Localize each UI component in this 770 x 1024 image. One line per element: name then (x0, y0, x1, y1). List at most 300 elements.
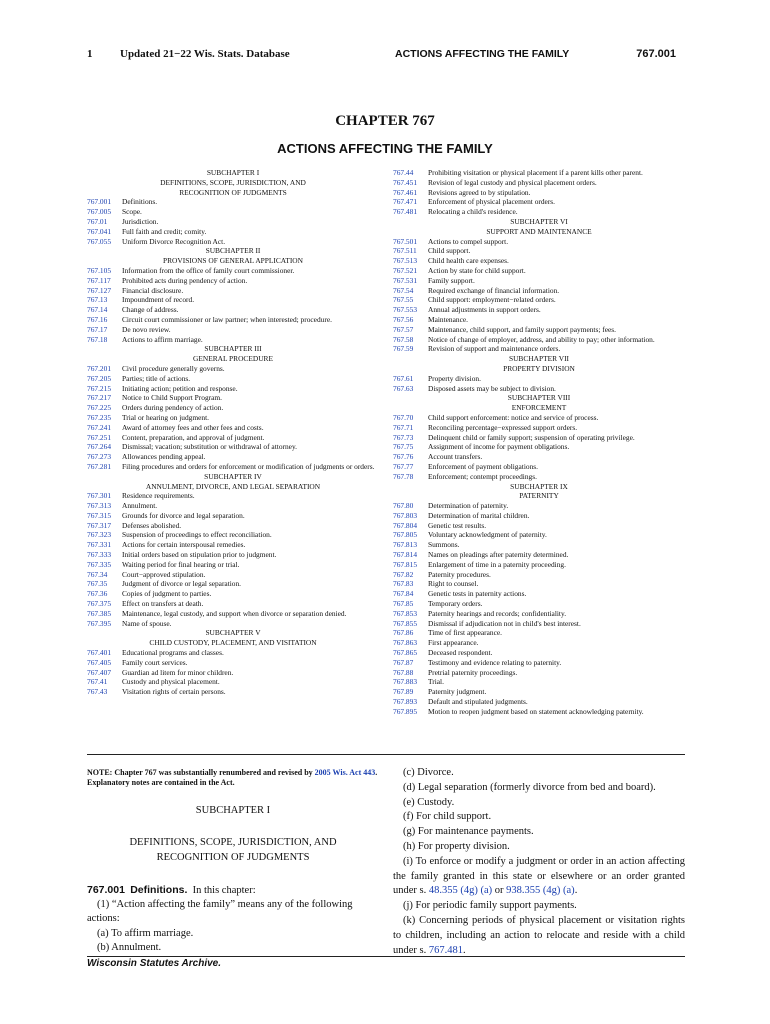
toc-section-title: Action by state for child support. (428, 265, 526, 275)
toc-section-link[interactable]: 767.055 (87, 236, 112, 246)
toc-section-title: Testimony and evidence relating to paternity. (428, 657, 562, 667)
toc-section-link[interactable]: 767.385 (87, 608, 112, 618)
toc-entry[interactable] (87, 521, 379, 531)
toc-section-title: Assignment of income for payment obligations. (428, 442, 570, 452)
toc-section-link[interactable]: 767.41 (87, 677, 108, 687)
toc-section-link[interactable]: 767.13 (87, 295, 108, 305)
toc-section-link[interactable]: 767.86 (393, 628, 414, 638)
toc-section-link[interactable]: 767.205 (87, 373, 112, 383)
toc-section-link[interactable]: 767.36 (87, 589, 108, 599)
toc-subchapter-heading: CHILD CUSTODY, PLACEMENT, AND VISITATION (149, 638, 317, 648)
toc-section-title: Prohibiting visitation or physical placement if a parent kills other parent. (428, 168, 643, 177)
toc-section-link[interactable]: 767.88 (393, 667, 414, 677)
toc-section-link[interactable]: 767.451 (393, 177, 418, 187)
toc-section-link[interactable]: 767.301 (87, 491, 112, 501)
toc-section-title: Definitions. (122, 197, 158, 207)
toc-entry[interactable] (87, 315, 379, 325)
statute-link[interactable]: 767.481 (428, 944, 463, 956)
toc-section-title: Motion to reopen judgment based on statement acknowledging paternity. (428, 706, 644, 716)
toc-section-link[interactable]: 767.71 (393, 422, 414, 432)
toc-section-title: Filing procedures and orders for enforcement or modification of judgments or orders. (122, 461, 375, 471)
toc-entry[interactable] (87, 266, 379, 276)
toc-section-link[interactable]: 767.803 (393, 510, 418, 520)
toc-entry[interactable] (87, 295, 379, 305)
toc-entry[interactable] (393, 530, 685, 540)
toc-entry[interactable] (393, 413, 685, 423)
paragraph: (a) To affirm marriage. (97, 927, 194, 939)
toc-entry[interactable] (87, 609, 379, 619)
toc-entry[interactable] (393, 442, 685, 452)
divider (87, 754, 685, 755)
toc-section-link[interactable]: 767.281 (87, 461, 112, 471)
toc-subchapter-heading: SUPPORT AND MAINTENANCE (486, 226, 592, 236)
toc-section-link[interactable]: 767.63 (393, 383, 414, 393)
toc-section-title: Change of address. (122, 305, 179, 315)
toc-section-link[interactable]: 767.61 (393, 373, 414, 383)
toc-entry[interactable] (393, 197, 685, 207)
toc-section-link[interactable]: 767.471 (393, 197, 418, 207)
toc-section-title: Information from the office of family court commissioner. (122, 265, 295, 275)
toc-section-title: Paternity procedures. (428, 569, 491, 579)
toc-entry[interactable] (87, 658, 379, 668)
toc-section-link[interactable]: 767.16 (87, 314, 108, 324)
toc-entry[interactable] (393, 344, 685, 354)
toc-entry[interactable] (393, 237, 685, 247)
toc-right-column (393, 168, 685, 717)
toc-entry[interactable] (393, 658, 685, 668)
toc-entry[interactable] (87, 305, 379, 315)
toc-subchapter-heading: SUBCHAPTER VI (510, 216, 568, 226)
toc-entry[interactable] (87, 217, 379, 227)
toc-entry[interactable] (87, 619, 379, 629)
toc-section-link[interactable]: 767.77 (393, 461, 414, 471)
toc-entry[interactable] (393, 315, 685, 325)
toc-section-link[interactable]: 767.82 (393, 569, 414, 579)
toc-subchapter-heading: DEFINITIONS, SCOPE, JURISDICTION, AND (160, 177, 306, 187)
toc-entry[interactable] (87, 384, 379, 394)
toc-section-title: Notice to Child Support Program. (122, 393, 222, 403)
paragraph-text: or (492, 885, 507, 897)
paragraph-text: . (574, 885, 578, 897)
toc-section-link[interactable]: 767.85 (393, 599, 414, 609)
section-number: 767.001 (87, 883, 125, 896)
toc-subchapter-heading: PROPERTY DIVISION (503, 363, 575, 373)
toc-section-title: Dismissal if adjudication not in child's best interest. (428, 618, 581, 628)
toc-section-title: Orders during pendency of action. (122, 403, 224, 413)
toc-section-title: Trial. (428, 677, 444, 687)
paragraph-text: (k) Concerning periods of physical placement or visitation rights to children, including an action to relocate and reside with a child under s. (393, 914, 685, 956)
toc-entry[interactable] (87, 276, 379, 286)
toc-subchapter-heading: PATERNITY (519, 491, 559, 501)
note-text: . Explanatory notes are contained in the Act. (87, 768, 378, 787)
toc-section-title: Default and stipulated judgments. (428, 697, 528, 707)
toc-entry[interactable] (87, 570, 379, 580)
toc-section-link[interactable]: 767.375 (87, 599, 112, 609)
paragraph: (j) For periodic family support payments. (403, 900, 577, 912)
toc-section-link[interactable]: 767.105 (87, 265, 112, 275)
toc-entry[interactable] (87, 393, 379, 403)
toc-section-link[interactable]: 767.461 (393, 187, 418, 197)
toc-section-link[interactable]: 767.55 (393, 295, 414, 305)
toc-entry[interactable] (87, 687, 379, 697)
act-link[interactable]: 2005 Wis. Act 443 (314, 768, 376, 777)
toc-section-title: Child support. (428, 246, 471, 256)
toc-section-link[interactable]: 767.041 (87, 226, 112, 236)
toc-entry[interactable] (87, 501, 379, 511)
toc-section-link[interactable]: 767.235 (87, 412, 112, 422)
toc-entry[interactable] (393, 521, 685, 531)
toc-entry[interactable] (87, 511, 379, 521)
toc-entry[interactable] (393, 599, 685, 609)
toc-section-link[interactable]: 767.317 (87, 520, 112, 530)
toc-entry[interactable] (393, 628, 685, 638)
toc-entry[interactable] (87, 442, 379, 452)
toc-entry[interactable] (87, 599, 379, 609)
toc-section-title: Civil procedure generally governs. (122, 363, 225, 373)
paragraph-text: (i) To enforce or modify a judgment or order in an action affecting the family granted in this state or elsewhere or an order granted under s. (393, 855, 685, 897)
toc-section-link[interactable]: 767.531 (393, 275, 418, 285)
toc-entry[interactable] (87, 540, 379, 550)
toc-section-link[interactable]: 767.815 (393, 559, 418, 569)
toc-entry[interactable] (393, 560, 685, 570)
section-title: Definitions. (130, 883, 188, 896)
toc-section-link[interactable]: 767.127 (87, 285, 112, 295)
toc-section-link[interactable]: 767.501 (393, 236, 418, 246)
toc-section-link[interactable]: 767.813 (393, 540, 418, 550)
paragraph: (c) Divorce. (403, 767, 454, 778)
toc-section-title: Suspension of proceedings to effect reconciliation. (122, 530, 272, 540)
toc-subchapter-heading: RECOGNITION OF JUDGMENTS (179, 187, 287, 197)
toc-section-link[interactable]: 767.70 (393, 412, 414, 422)
toc-section-title: Effect on transfers at death. (122, 599, 204, 609)
toc-subchapter-heading: SUBCHAPTER V (205, 628, 261, 638)
toc-entry[interactable] (393, 452, 685, 462)
toc-section-link[interactable]: 767.513 (393, 256, 418, 266)
toc-section-link[interactable]: 767.273 (87, 452, 112, 462)
toc-entry[interactable] (393, 697, 685, 707)
toc-entry[interactable] (393, 178, 685, 188)
toc-entry[interactable] (87, 668, 379, 678)
toc-section-title: Family support. (428, 275, 475, 285)
toc-section-link[interactable]: 767.44 (393, 168, 414, 177)
toc-entry[interactable] (393, 677, 685, 687)
toc-left-column (87, 168, 379, 697)
toc-section-title: Award of attorney fees and other fees and costs. (122, 422, 264, 432)
toc-entry[interactable] (393, 687, 685, 697)
toc-section-title: Property division. (428, 373, 481, 383)
toc-section-link[interactable]: 767.405 (87, 657, 112, 667)
database-version: Updated 21−22 Wis. Stats. Database (120, 48, 290, 60)
toc-entry[interactable] (87, 530, 379, 540)
paragraph-text: . (463, 944, 466, 956)
toc-section-link[interactable]: 767.395 (87, 618, 112, 628)
toc-section-link[interactable]: 767.75 (393, 442, 414, 452)
toc-entry[interactable] (393, 433, 685, 443)
toc-section-link[interactable]: 767.225 (87, 403, 112, 413)
toc-section-title: Waiting period for final hearing or trial. (122, 559, 240, 569)
toc-entry[interactable] (87, 237, 379, 247)
toc-entry[interactable] (87, 433, 379, 443)
toc-section-title: Relocating a child's residence. (428, 207, 518, 217)
toc-entry[interactable] (393, 648, 685, 658)
toc-entry[interactable] (393, 423, 685, 433)
toc-section-link[interactable]: 767.865 (393, 648, 418, 658)
toc-section-title: Names on pleadings after paternity determined. (428, 550, 569, 560)
toc-entry[interactable] (393, 462, 685, 472)
toc-section-title: Revision of support and maintenance orders. (428, 344, 561, 354)
toc-section-link[interactable]: 767.34 (87, 569, 108, 579)
toc-section-title: Uniform Divorce Recognition Act. (122, 236, 226, 246)
toc-section-link[interactable]: 767.80 (393, 501, 414, 511)
toc-entry[interactable] (87, 413, 379, 423)
toc-section-link[interactable]: 767.814 (393, 550, 418, 560)
toc-section-link[interactable]: 767.001 (87, 197, 112, 207)
toc-section-link[interactable]: 767.73 (393, 432, 414, 442)
toc-section-link[interactable]: 767.553 (393, 305, 418, 315)
toc-entry[interactable] (393, 707, 685, 717)
toc-section-title: Jurisdiction. (122, 216, 159, 226)
toc-section-title: Family court services. (122, 657, 188, 667)
toc-section-title: Genetic tests in paternity actions. (428, 589, 527, 599)
subchapter-heading: SUBCHAPTER I (195, 805, 271, 816)
toc-section-link[interactable]: 767.853 (393, 608, 418, 618)
toc-entry[interactable] (87, 227, 379, 237)
toc-section-title: Enforcement of payment obligations. (428, 461, 539, 471)
toc-entry[interactable] (393, 168, 685, 178)
toc-section-title: Determination of marital children. (428, 510, 530, 520)
statute-link[interactable]: 48.355 (4g) (a) (428, 885, 493, 897)
toc-section-link[interactable]: 767.35 (87, 579, 108, 589)
toc-entry[interactable] (393, 589, 685, 599)
toc-entry[interactable] (393, 619, 685, 629)
toc-entry[interactable] (393, 540, 685, 550)
toc-section-link[interactable]: 767.17 (87, 324, 108, 334)
toc-section-title: First appearance. (428, 638, 479, 648)
toc-entry[interactable] (393, 286, 685, 296)
paragraph (393, 914, 685, 958)
body-right-column (393, 766, 685, 958)
toc-section-link[interactable]: 767.481 (393, 207, 418, 217)
toc-entry[interactable] (87, 560, 379, 570)
toc-section-link[interactable]: 767.863 (393, 638, 418, 648)
toc-subchapter-heading: SUBCHAPTER II (205, 246, 261, 256)
footer-divider (87, 956, 685, 957)
toc-subchapter-heading: GENERAL PROCEDURE (193, 354, 273, 364)
toc-section-title: Impoundment of record. (122, 295, 195, 305)
toc-entry[interactable] (87, 589, 379, 599)
toc-section-title: Custody and physical placement. (122, 677, 220, 687)
toc-section-link[interactable]: 767.893 (393, 697, 418, 707)
toc-section-title: Genetic test results. (428, 520, 487, 530)
statute-link[interactable]: 938.355 (4g) (a) (506, 885, 575, 897)
toc-section-title: Circuit court commissioner or law partner; when interested; procedure. (122, 314, 332, 324)
toc-section-title: Actions to affirm marriage. (122, 334, 203, 344)
toc-section-link[interactable]: 767.78 (393, 471, 414, 481)
toc-section-link[interactable]: 767.251 (87, 432, 112, 442)
toc-entry[interactable] (393, 579, 685, 589)
paragraph (393, 855, 685, 899)
toc-entry[interactable] (393, 325, 685, 335)
toc-entry[interactable] (393, 207, 685, 217)
toc-entry[interactable] (393, 638, 685, 648)
toc-entry[interactable] (87, 364, 379, 374)
toc-section-link[interactable]: 767.883 (393, 677, 418, 687)
toc-section-link[interactable]: 767.58 (393, 334, 414, 344)
toc-section-link[interactable]: 767.855 (393, 618, 418, 628)
toc-entry[interactable] (393, 609, 685, 619)
toc-section-link[interactable]: 767.407 (87, 667, 112, 677)
toc-section-link[interactable]: 767.804 (393, 520, 418, 530)
chapter-number: CHAPTER 767 (335, 113, 435, 129)
toc-section-link[interactable]: 767.83 (393, 579, 414, 589)
toc-section-link[interactable]: 767.511 (393, 246, 417, 256)
toc-entry[interactable] (393, 374, 685, 384)
toc-section-link[interactable]: 767.401 (87, 648, 112, 658)
toc-section-link[interactable]: 767.215 (87, 383, 112, 393)
toc-section-title: Visitation rights of certain persons. (122, 687, 226, 697)
section-heading (87, 883, 379, 898)
toc-section-link[interactable]: 767.323 (87, 530, 112, 540)
toc-section-title: Allowances pending appeal. (122, 452, 206, 462)
toc-section-title: Annulment. (122, 501, 158, 511)
toc-section-link[interactable]: 767.14 (87, 305, 108, 315)
toc-entry[interactable] (393, 335, 685, 345)
toc-section-title: Defenses abolished. (122, 520, 182, 530)
toc-entry[interactable] (393, 570, 685, 580)
toc-section-link[interactable]: 767.241 (87, 422, 112, 432)
toc-section-link[interactable]: 767.335 (87, 559, 112, 569)
toc-section-title: Financial disclosure. (122, 285, 184, 295)
toc-section-title: Paternity judgment. (428, 687, 487, 697)
toc-section-link[interactable]: 767.313 (87, 501, 112, 511)
toc-section-link[interactable]: 767.54 (393, 285, 414, 295)
toc-entry[interactable] (393, 295, 685, 305)
toc-section-link[interactable]: 767.57 (393, 324, 414, 334)
toc-entry[interactable] (87, 423, 379, 433)
toc-section-title: Notice of change of employer, address, and ability to pay; other information. (428, 334, 655, 344)
toc-section-title: Child support: employment−related orders. (428, 295, 556, 305)
toc-entry[interactable] (393, 246, 685, 256)
toc-entry[interactable] (87, 286, 379, 296)
toc-section-title: De novo review. (122, 324, 171, 334)
toc-section-title: Full faith and credit; comity. (122, 226, 207, 236)
toc-section-title: Voluntary acknowledgment of paternity. (428, 530, 547, 540)
paragraph: (b) Annulment. (97, 942, 162, 954)
toc-section-link[interactable]: 767.84 (393, 589, 414, 599)
toc-section-link[interactable]: 767.264 (87, 442, 112, 452)
toc-section-title: Guardian ad litem for minor children. (122, 667, 234, 677)
toc-entry[interactable] (87, 403, 379, 413)
toc-section-title: Initial orders based on stipulation prior to judgment. (122, 550, 277, 560)
toc-section-title: Deceased respondent. (428, 648, 493, 658)
toc-entry[interactable] (87, 648, 379, 658)
toc-section-link[interactable]: 767.87 (393, 657, 414, 667)
toc-section-title: Account transfers. (428, 452, 483, 462)
toc-section-link[interactable]: 767.56 (393, 314, 414, 324)
toc-section-link[interactable]: 767.217 (87, 393, 112, 403)
toc-subchapter-heading: SUBCHAPTER IV (204, 471, 262, 481)
toc-section-link[interactable]: 767.333 (87, 550, 112, 560)
toc-section-title: Annual adjustments in support orders. (428, 305, 541, 315)
toc-entry[interactable] (87, 335, 379, 345)
toc-entry[interactable] (87, 550, 379, 560)
toc-section-title: Actions to compel support. (428, 236, 509, 246)
paragraph: (g) For maintenance payments. (403, 826, 534, 838)
toc-entry[interactable] (87, 579, 379, 589)
toc-entry[interactable] (87, 325, 379, 335)
toc-section-title: Right to counsel. (428, 579, 479, 589)
toc-section-title: Reconciling percentage−expressed support orders. (428, 422, 578, 432)
toc-section-title: Dismissal; vacation; substitution or withdrawal of attorney. (122, 442, 298, 452)
toc-section-title: Prohibited acts during pendency of action. (122, 275, 248, 285)
toc-section-title: Maintenance, legal custody, and support when divorce or separation denied. (122, 608, 347, 618)
toc-entry[interactable] (393, 501, 685, 511)
toc-entry[interactable] (393, 188, 685, 198)
toc-section-link[interactable]: 767.89 (393, 687, 414, 697)
paragraph: (d) Legal separation (formerly divorce from bed and board). (403, 781, 656, 793)
toc-entry[interactable] (393, 276, 685, 286)
toc-section-link[interactable]: 767.005 (87, 207, 112, 217)
toc-entry[interactable] (393, 668, 685, 678)
toc-section-title: Child health care expenses. (428, 256, 509, 266)
toc-entry[interactable] (87, 207, 379, 217)
toc-entry[interactable] (393, 305, 685, 315)
body-left-column (87, 766, 379, 955)
toc-entry[interactable] (393, 384, 685, 394)
toc-entry[interactable] (87, 677, 379, 687)
note-text: NOTE: Chapter 767 was substantially renumbered and revised by (87, 768, 315, 777)
toc-section-link[interactable]: 767.43 (87, 687, 108, 697)
toc-section-link[interactable]: 767.315 (87, 510, 112, 520)
running-section: 767.001 (636, 48, 676, 60)
toc-section-link[interactable]: 767.76 (393, 452, 414, 462)
toc-entry[interactable] (393, 266, 685, 276)
toc-entry[interactable] (393, 472, 685, 482)
paragraph: (h) For property division. (403, 840, 510, 852)
toc-entry[interactable] (87, 452, 379, 462)
page-number: 1 (87, 48, 93, 60)
toc-section-link[interactable]: 767.895 (393, 706, 418, 716)
toc-section-title: Name of spouse. (122, 618, 172, 628)
toc-section-link[interactable]: 767.01 (87, 216, 108, 226)
subchapter-title: DEFINITIONS, SCOPE, JURISDICTION, AND (129, 837, 337, 849)
toc-section-title: Enforcement; contempt proceedings. (428, 471, 537, 481)
toc-entry[interactable] (87, 462, 379, 472)
toc-subchapter-heading: ENFORCEMENT (511, 403, 567, 413)
toc-section-link[interactable]: 767.331 (87, 540, 112, 550)
chapter-title: ACTIONS AFFECTING THE FAMILY (277, 141, 493, 156)
toc-entry[interactable] (87, 374, 379, 384)
toc-entry[interactable] (393, 511, 685, 521)
toc-entry[interactable] (393, 256, 685, 266)
toc-section-title: Educational programs and classes. (122, 648, 224, 658)
toc-section-title: Scope. (122, 207, 142, 217)
toc-entry[interactable] (87, 197, 379, 207)
toc-entry[interactable] (87, 491, 379, 501)
toc-entry[interactable] (393, 550, 685, 560)
toc-subchapter-heading: SUBCHAPTER I (206, 168, 260, 177)
toc-section-link[interactable]: 767.18 (87, 334, 108, 344)
toc-subchapter-heading: PROVISIONS OF GENERAL APPLICATION (163, 256, 303, 266)
toc-section-link[interactable]: 767.521 (393, 265, 418, 275)
toc-section-title: Paternity hearings and records; confidentiality. (428, 608, 567, 618)
toc-section-link[interactable]: 767.805 (393, 530, 418, 540)
toc-section-title: Revision of legal custody and physical placement orders. (428, 177, 597, 187)
toc-section-link[interactable]: 767.59 (393, 344, 414, 354)
toc-section-link[interactable]: 767.201 (87, 363, 112, 373)
toc-section-title: Determination of paternity. (428, 501, 509, 511)
toc-section-link[interactable]: 767.117 (87, 275, 111, 285)
